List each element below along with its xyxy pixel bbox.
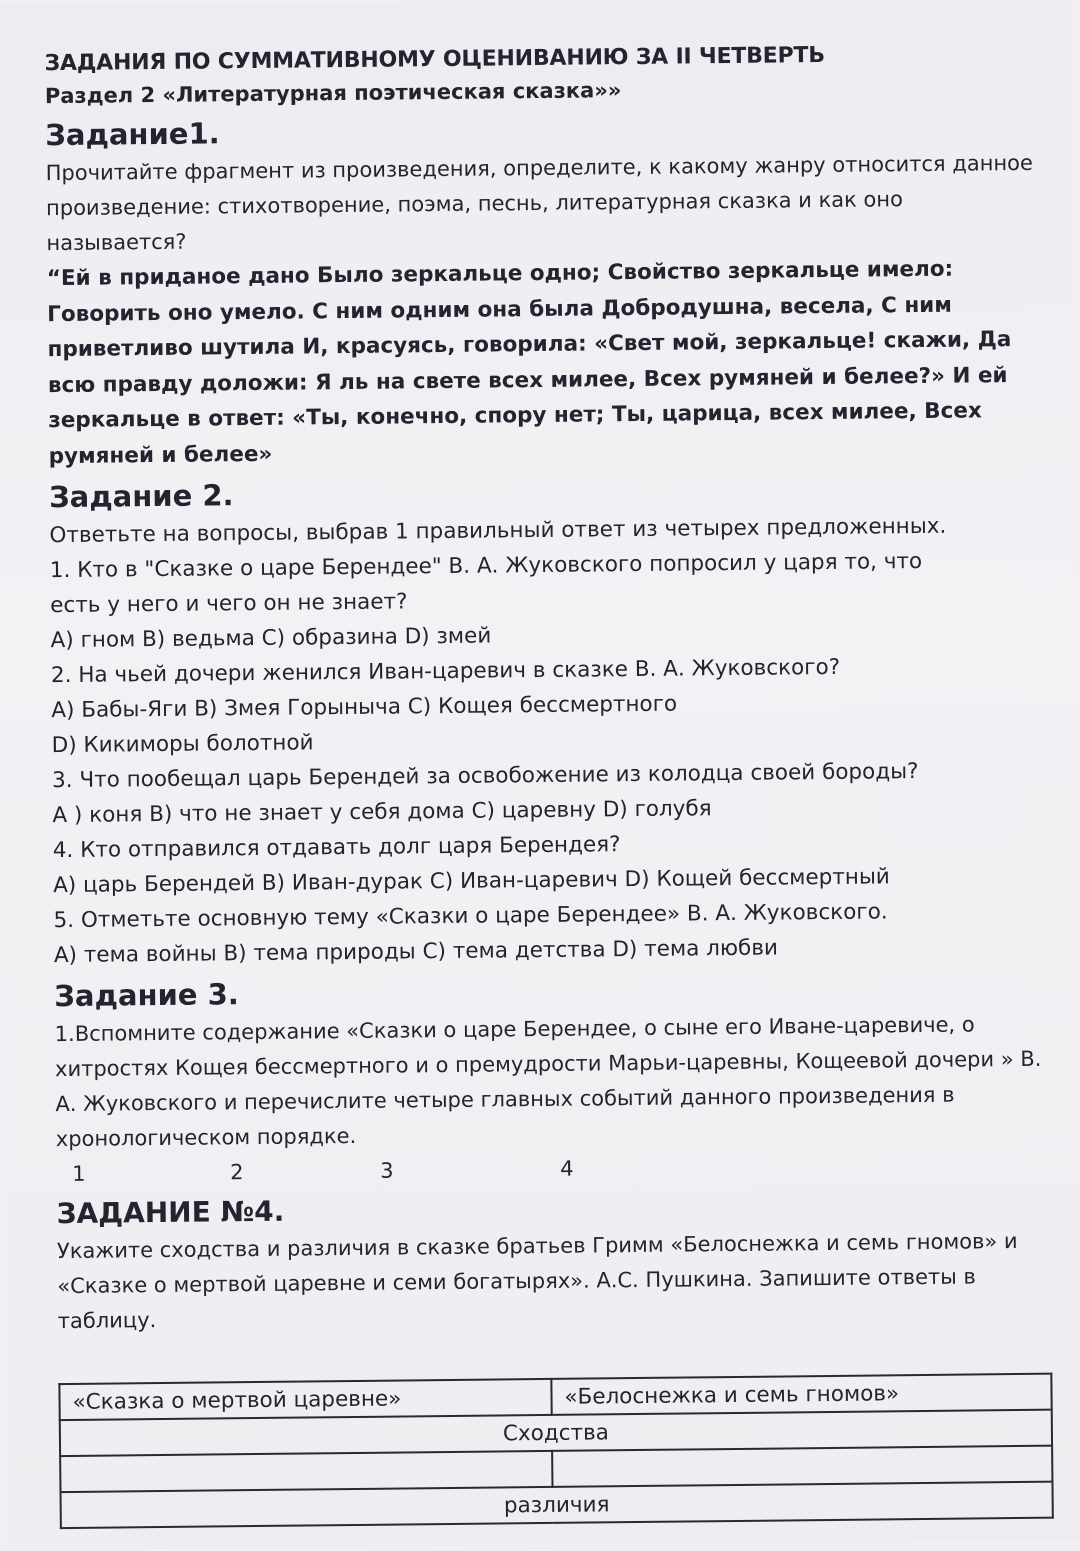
task1-heading: Задание1.: [45, 116, 220, 153]
table-header-col1: «Сказка о мертвой царевне»: [59, 1379, 551, 1420]
event-number: 4: [560, 1156, 574, 1181]
task2-line: А ) коня В) что не знает у себя дома С) царевну D) голубя: [52, 796, 712, 829]
task3-text: 1.Вспомните содержание «Сказки о царе Берендее, о сыне его Иване-царевиче, о хитростях Кощея бессмертного и о премудрости Марьи-царевны, Кощеевой дочери » В. А. Жуковского и перечислите четыре главных событий данного произведения в хронологическом порядке.: [54, 1012, 1042, 1152]
task2-line: D) Кикиморы болотной: [51, 730, 314, 759]
table-header-col2: «Белоснежка и семь гномов»: [551, 1374, 1052, 1415]
answer-cell[interactable]: [552, 1446, 1053, 1487]
differences-label: различия: [61, 1482, 1053, 1528]
task2-line: 5. Отметьте основную тему «Сказки о царе Берендее» В. А. Жуковского.: [53, 899, 888, 934]
task2-line: А) Бабы-Яги В) Змея Горыныча С) Кощея бессмертного: [51, 691, 678, 724]
task2-line: 4. Кто отправился отдавать долг царя Берендея?: [52, 832, 621, 864]
task1-instruction: Прочитайте фрагмент из произведения, определите, к какому жанру относится данное произведение: стихотворение, поэма, песнь, литературная сказка и как оно называется?: [45, 150, 1034, 256]
task1-quote: “Ей в приданое дано Было зеркальце одно; Свойство зеркальце имело: Говорить оно умело. С ним одним она была Добродушна, весела, С ним приветливо шутила И, красуясь, говорила: «Свет мой, зеркальце! скажи, Да всю правду доложи: Я ль на свете всех милее, Всех румяней и белее?» И ей зеркальце в ответ: «Ты, конечно, спору нет; Ты, царица, всех милее, Всех румяней и белее»: [46, 256, 1012, 469]
task2-line: 1. Кто в "Сказке о царе Берендее" В. А. Жуковского попросил у царя то, что: [49, 548, 923, 584]
document-title: ЗАДАНИЯ ПО СУММАТИВНОМУ ОЦЕНИВАНИЮ ЗА II ЧЕТВЕРТЬ: [44, 42, 825, 77]
similarities-label: Сходства: [60, 1410, 1052, 1456]
task2-line: есть у него и чего он не знает?: [50, 589, 408, 619]
task2-line: А) царь Берендей В) Иван-дурак С) Иван-царевич D) Кощей бессмертный: [53, 864, 890, 899]
task2-line: А) гном В) ведьма С) образина D) змей: [50, 623, 492, 654]
task4-heading: ЗАДАНИЕ №4.: [56, 1194, 285, 1231]
task4-text: Укажите сходства и различия в сказке братьев Гримм «Белоснежка и семь гномов» и «Сказке о мертвой царевне и семи богатырях». А.С. Пушкина. Запишите ответы в таблицу.: [56, 1229, 1018, 1334]
task2-line: 3. Что пообещал царь Берендей за освобожение из колодца своей бороды?: [51, 759, 919, 794]
task3-heading: Задание 3.: [54, 977, 239, 1014]
task2-instruction: Ответьте на вопросы, выбрав 1 правильный ответ из четырех предложенных.: [49, 513, 947, 549]
section-title: Раздел 2 «Литературная поэтическая сказка»»: [44, 78, 622, 109]
task2-line: 2. На чьей дочери женился Иван-царевич в сказке В. А. Жуковского?: [50, 654, 841, 689]
event-number: 2: [230, 1160, 244, 1185]
task2-heading: Задание 2.: [48, 478, 234, 515]
event-number: 3: [380, 1158, 394, 1183]
task2-line: А) тема войны В) тема природы С) тема детства D) тема любви: [53, 935, 779, 969]
answer-cell[interactable]: [60, 1451, 552, 1492]
comparison-table: [58, 1373, 1053, 1529]
event-number: 1: [72, 1161, 86, 1186]
